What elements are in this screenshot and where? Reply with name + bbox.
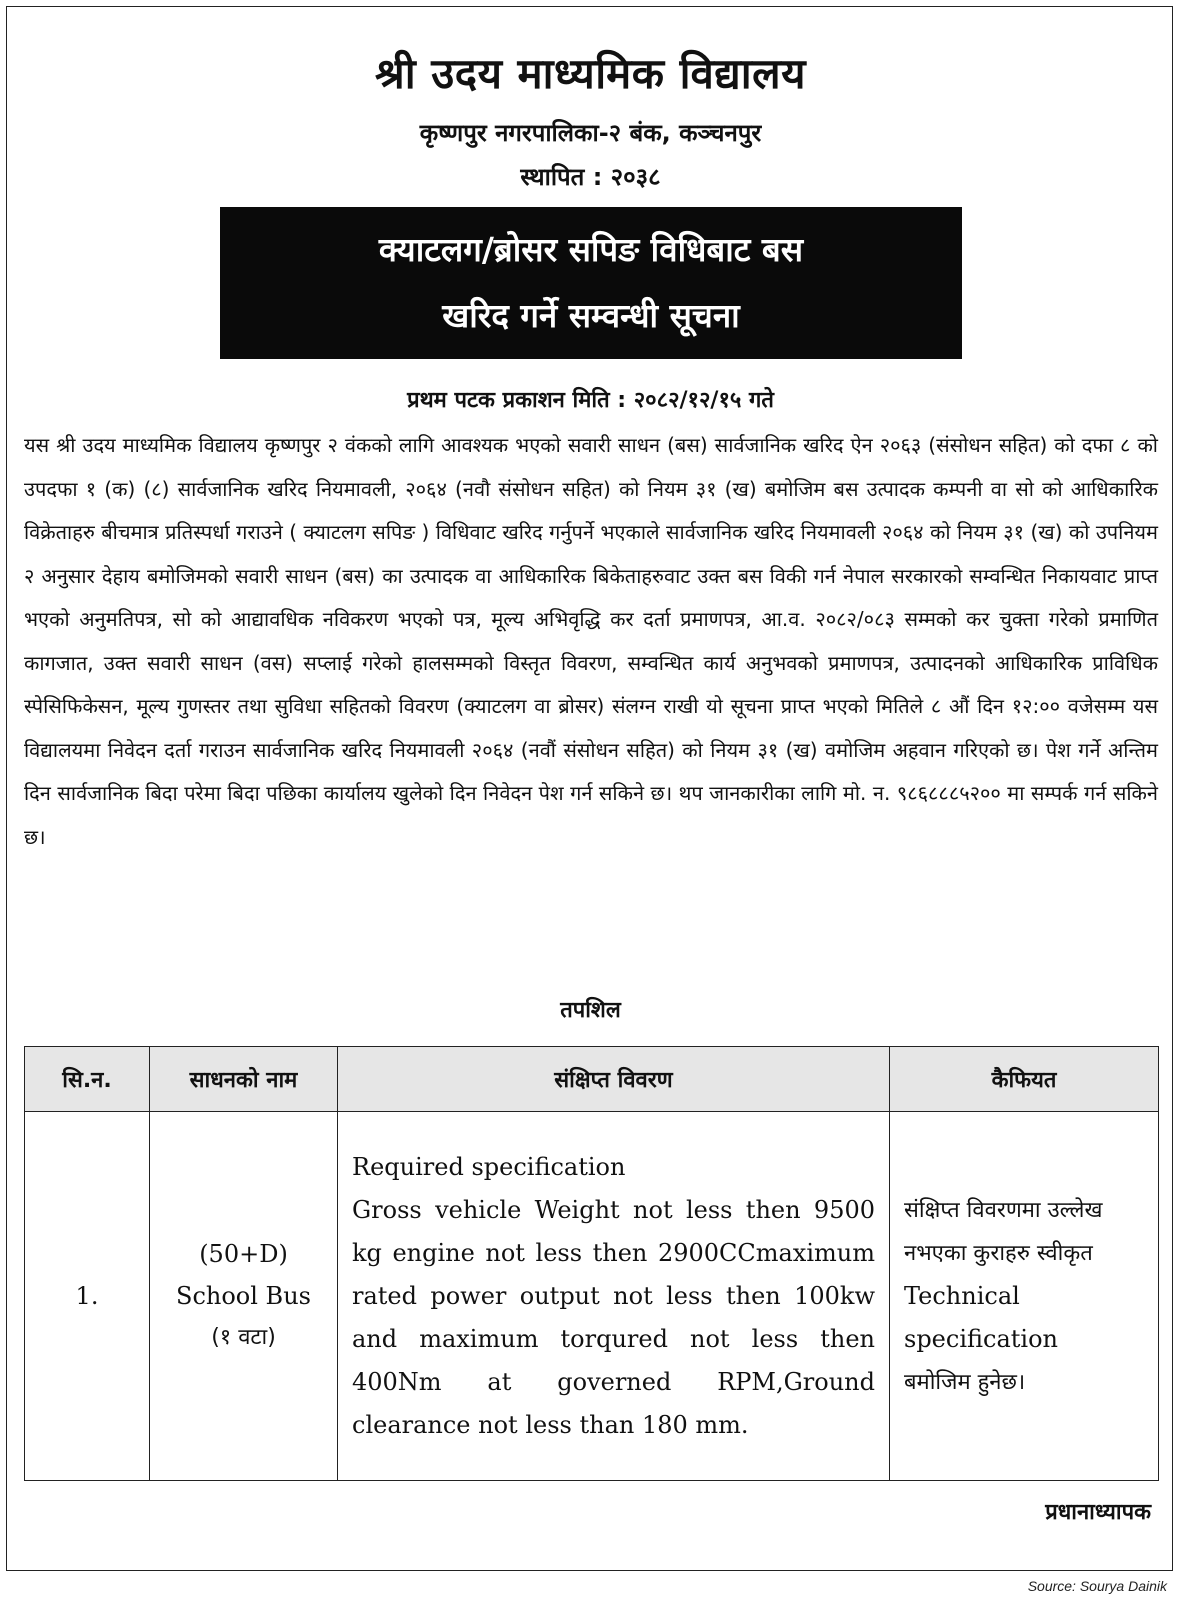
- description-heading: Required specification: [352, 1152, 626, 1181]
- column-header-description: संक्षिप्त विवरण: [338, 1047, 890, 1112]
- notice-title-box: [220, 207, 962, 359]
- notice-body: यस श्री उदय माध्यमिक विद्यालय कृष्णपुर २ वंकको लागि आवश्यक भएको सवारी साधन (बस) सार्वजानिक खरिद ऐन २०६३ (संसोधन सहित) को दफा ८ को उपदफा १ (क) (८) सार्वजानिक खरिद नियमावली, २०६४ (नवौ संसोधन सहित) को नियम ३१ (ख) बमोजिम बस उत्पादक कम्पनी वा सो को आधिकारिक विक्रेताहरु बीचमात्र प्रतिस्पर्धा गराउने ( क्याटलग सपिङ ) विधिवाट खरिद गर्नुपर्ने भएकाले सार्वजानिक खरिद नियमावली २०६४ को नियम ३१ (ख) को उपनियम २ अनुसार देहाय बमोजिमको सवारी साधन (बस) का उत्पादक वा आधिकारिक बिकेताहरुवाट उक्त बस विकी गर्न नेपाल सरकारको सम्वन्धित निकायवाट प्राप्त भएको अनुमतिपत्र, सो को आद्यावधिक नविकरण भएको पत्र, मूल्य अभिवृद्धि कर दर्ता प्रमाणपत्र, आ.व. २०८२/०८३ सम्मको कर चुक्ता गरेको प्रमाणित कागजात, उक्त सवारी साधन (वस) सप्लाई गरेको हालसम्मको विस्तृत विवरण, सम्वन्धित कार्य अनुभवको प्रमाणपत्र, उत्पादनको आधिकारिक प्राविधिक स्पेसिफिकेसन, मूल्य गुणस्तर तथा सुविधा सहितको विवरण (क्याटलग वा ब्रोसर) संलग्न राखी यो सूचना प्राप्त भएको मितिले ८ औं दिन १२:०० वजेसम्म यस विद्यालयमा निवेदन दर्ता गराउन सार्वजानिक खरिद नियमावली २०६४ (नवौं संसोधन सहित) को नियम ३१ (ख) वमोजिम अहवान गरिएको छ। पेश गर्ने अन्तिम दिन सार्वजानिक बिदा परेमा बिदा पछिका कार्यालय खुलेको दिन निवेदन पेश गर्न सकिने छ। थप जानकारीका लागि मो. न. ९८६८८८५२०० मा सम्पर्क गर्न सकिने छ।: [24, 433, 1158, 849]
- notice-title-line1: क्याटलग/ब्रोसर सपिङ विधिबाट बस: [378, 230, 804, 269]
- table-heading: तपशिल: [560, 998, 621, 1023]
- cell-sn: 1.: [25, 1112, 150, 1481]
- school-name: श्री उदय माध्यमिक विद्यालय: [375, 49, 806, 98]
- name-capacity: (50+D): [199, 1240, 288, 1268]
- cell-name: [150, 1112, 338, 1481]
- source-credit: Source: Sourya Dainik: [1027, 1578, 1167, 1594]
- cell-description: [338, 1112, 890, 1481]
- description-body: Gross vehicle Weight not less then 9500 kg engine not less then 2900CCmaximum rated power output not less then 100kw and maximum torqured not less then 400Nm at governed RPM,Ground clearance not less than 180 mm.: [352, 1195, 875, 1439]
- established-year: स्थापित : २०३८: [520, 163, 661, 191]
- publication-date: प्रथम पटक प्रकाशन मिति : २०८२/१२/१५ गते: [407, 388, 774, 413]
- remarks-nepali: संक्षिप्त विवरणमा उल्लेख नभएका कुराहरु स्वीकृत: [904, 1197, 1103, 1266]
- remarks-english: Technical specification: [904, 1281, 1058, 1353]
- column-header-name: साधनको नाम: [150, 1047, 338, 1112]
- table-row: [25, 1112, 1159, 1481]
- signature-headmaster: प्रधानाध्यापक: [1045, 1500, 1151, 1525]
- cell-remarks: [890, 1112, 1159, 1481]
- items-table: [24, 1046, 1159, 1481]
- name-vehicle: School Bus: [176, 1282, 311, 1310]
- column-header-remarks: कैफियत: [890, 1047, 1159, 1112]
- table-header-row: [25, 1047, 1159, 1112]
- name-quantity: (१ वटा): [211, 1325, 276, 1350]
- remarks-end: बमोजिम हुनेछ।: [904, 1369, 1026, 1395]
- school-address: कृष्णपुर नगरपालिका-२ बंक, कञ्चनपुर: [419, 119, 762, 147]
- notice-title-line2: खरिद गर्ने सम्वन्धी सूचना: [442, 296, 740, 335]
- column-header-sn: सि.न.: [25, 1047, 150, 1112]
